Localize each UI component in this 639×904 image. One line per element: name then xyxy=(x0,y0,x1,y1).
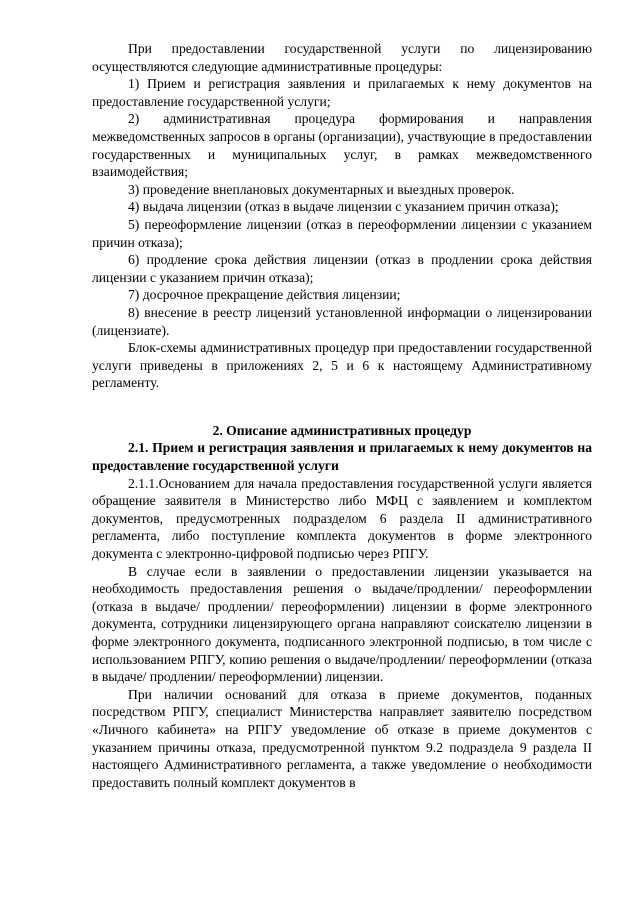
list-item-8: 8) внесение в реестр лицензий установленной информации о лицензировании (лицензиате). xyxy=(92,304,592,338)
subsection-heading: 2.1. Прием и регистрация заявления и прилагаемых к нему документов на предоставление государственной услуги xyxy=(92,440,592,474)
list-item-5: 5) переоформление лицензии (отказ в переоформлении лицензии с указанием причин отказа); xyxy=(92,216,592,250)
list-item-6: 6) продление срока действия лицензии (отказ в продлении срока действия лицензии с указанием причин отказа); xyxy=(92,252,592,285)
list-item-4: 4) выдача лицензии (отказ в выдаче лицензии с указанием причин отказа); xyxy=(128,199,559,215)
body-paragraph-1: 2.1.1.Основанием для начала предоставления государственной услуги является обращение заявителя в Министерство либо МФЦ с заявлением и комплектом документов, предусмотренных подразделом 6 раздела II административного регламента, либо поступление комплекта документов в форме электронного документа с электронно-цифровой подписью через РПГУ. xyxy=(92,475,592,562)
list-item-1: 1) Прием и регистрация заявления и прилагаемых к нему документов на предоставление государственной услуги; xyxy=(92,76,592,109)
list-item-7: 7) досрочное прекращение действия лицензии; xyxy=(128,287,401,303)
section-heading: 2. Описание административных процедур xyxy=(212,422,472,438)
intro-paragraph: При предоставлении государственной услуги по лицензированию осуществляются следующие административные процедуры: xyxy=(92,41,592,74)
list-item-2: 2) административная процедура формирования и направления межведомственных запросов в органы (организации), участвующие в предоставлении государственных и муниципальных услуг, в рамках межведомственного взаимодействия; xyxy=(92,111,592,180)
spacer xyxy=(92,392,592,422)
block-diagram-paragraph: Блок-схемы административных процедур при предоставлении государственной услуги приведены в приложениях 2, 5 и 6 к настоящему Административному регламенту. xyxy=(92,340,592,391)
list-item-3: 3) проведение внеплановых документарных и выездных проверок. xyxy=(128,181,515,197)
body-paragraph-2: В случае если в заявлении о предоставлении лицензии указывается на необходимость предоставления решения о выдаче/продлении/ переоформлении (отказа в выдаче/ продлении/ переоформлении) лицензии в форме электронного документа, сотрудники лицензирующего органа направляют соискателю лицензии в форме электронного документа, подписанного электронной подписью, в том числе с использованием РПГУ, копию решения о выдаче/продлении/ переоформлении (отказа в выдаче/ продлении/ переоформлении) лицензии. xyxy=(92,563,592,685)
body-paragraph-3: При наличии оснований для отказа в приеме документов, поданных посредством РПГУ, специалист Министерства направляет заявителю посредством «Личного кабинета» на РПГУ уведомление об отказе в приеме документов с указанием причины отказа, предусмотренной пунктом 9.2 подраздела 9 раздела II настоящего Административного регламента, а также уведомление о необходимости предоставить полный комплект документов в xyxy=(92,686,592,790)
